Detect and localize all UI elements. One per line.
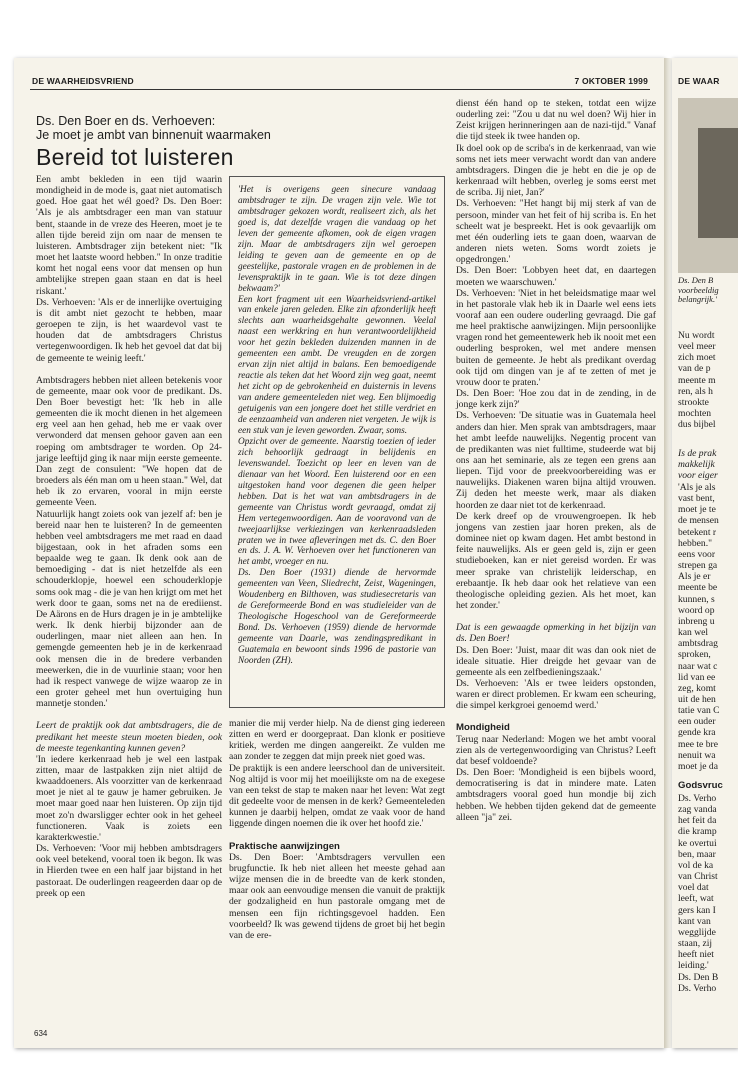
text-line: naar wat c xyxy=(678,660,718,672)
text-line: sproken, xyxy=(678,649,711,661)
text-line: de mensen xyxy=(678,515,719,527)
paragraph: De praktijk is een andere leerschool dan de universiteit. Nog altijd is voor mij het moeilijkste om na de exegese van een tekst de stap te maken naar het leven: Wat zegt dit gedeelte voor de mensen in de kerk? Gemeenteleden kunnen je daarbij helpen, omdat ze vaak voor de hand liggende dingen noemen die ik over het hoofd zie.' xyxy=(229,762,445,830)
text-line: staan, zij xyxy=(678,938,713,950)
text-line: leeft, wat xyxy=(678,893,714,905)
paragraph: manier die mij verder hielp. Na de dienst ging iedereen zitten en werd er doorgepraat. Dan klonk er positieve kritiek, werden me dingen aangereikt. Ze vulden me aan zonder te zeggen dat mijn preek niet goed was. xyxy=(229,718,445,763)
text-line: strepen ga xyxy=(678,560,718,572)
text-line: zag vanda xyxy=(678,804,717,816)
text-line: die kramp xyxy=(678,826,717,838)
newspaper-page xyxy=(14,58,664,1048)
text-line: hebben." xyxy=(678,537,713,549)
text-line: gende kra xyxy=(678,727,716,739)
text-line: tatie van C xyxy=(678,705,720,717)
paragraph: dienst één hand op te steken, totdat een wijze ouderling zei: "Zou u dat nu wel doen? Wij hier in Zeist krijgen herinneringen aan de nazi-tijd." Vanaf die tijd steek ik twee handen op. xyxy=(456,98,656,143)
text-line: dus bijbel xyxy=(678,419,716,431)
text-line: voel dat xyxy=(678,882,709,894)
page-number: 634 xyxy=(34,1029,48,1038)
text-line: woord op xyxy=(678,604,715,616)
paragraph: Ds. Den Boer: 'Ambtsdragers vervullen een brugfunctie. Ik heb niet alleen het meeste gehad aan wijze mensen die in de breedte van de kerk stonden, maar ook aan eenvoudige mensen die vanuit de praktijk der godzaligheid en hun pastorale omgang met de mensen een fijn richtingsgevoel hadden. Een voorbeeld? Ik was gewend tijdens de groet bij het begin van de ere- xyxy=(229,851,445,941)
next-page-text-d xyxy=(678,793,718,994)
text-line: Nu wordt xyxy=(678,330,715,341)
text-line: kan wel xyxy=(678,627,709,639)
paragraph: Ds. Den Boer: 'Hoe zou dat in de zending, in de jonge kerk zijn?' xyxy=(456,388,656,411)
text-line: moet je da xyxy=(678,760,718,772)
box-paragraph: Een kort fragment uit een Waarheidsvriend-artikel van enkele jaren geleden. Elke zin afzonderlijk heeft slechts aan waarheidsgehalte gewonnen. Veelal naast een werkkring en hun verantwoordelijkheid voor het gezin bekleden duizenden mannen in de gemeenten een ambt. De vreugden en de zorgen ervan zijn niet altijd in balans. Een bemoedigende reactie als teken dat het Woord zijn weg gaat, neemt het zicht op de gebrokenheid en duisternis in levens van andere gemeenteleden niet weg. Een blijmoedig getuigenis van een jongere doet het stille verdriet en de eenzaamheid van anderen niet vergeten. Je wijk is een stuk van je leven geworden. Zwaar, soms. xyxy=(238,294,436,436)
paragraph: Ds. Den Boer: 'Juist, maar dit was dan ook niet de ideale situatie. Hier dreigde het gevaar van de gemeente als een zelfbedieningszaak.' xyxy=(456,644,656,678)
text-line: strookte xyxy=(678,396,709,408)
text-line: 'Als je als xyxy=(678,482,716,493)
text-line: kant van xyxy=(678,915,711,927)
text-line: Ds. Den B xyxy=(678,275,714,285)
paragraph: Een ambt bekleden in een tijd waarin mondigheid in de mode is, gaat niet automatisch goed. Hoe gaat het wél goed? Ds. Den Boer: 'Als je als ambtsdrager een man van statuur bent, staande in de vreze des Heeren, moet je te allen tijde bereid zijn om naar de mensen te luisteren. Ambtsdrager zijn betekent niet: "Ik moet het laatste woord hebben." In onze traditie komt het nogal eens voor dat mensen op hun ambtelijke strepen gaan staan en dat is heel riskant.' xyxy=(36,174,222,297)
kicker-line-2: Je moet je ambt van binnenuit waarmaken xyxy=(36,128,271,142)
photo xyxy=(678,98,738,273)
next-page-edge xyxy=(672,58,738,1048)
text-line: vol de ka xyxy=(678,859,714,871)
text-line: zeg, komt xyxy=(678,682,716,694)
paragraph: Ds. Verhoeven: 'Niet in het beleidsmatige maar wel in het pastorale vlak heb ik in Daarle wel eens iets vooraf aan een oudere ouderling gevraagd. Die gaf me heel praktische aanwijzingen. Mijn persoonlijke vragen rond het gemeentewerk heb ik nooit met een ouderling besproken, wel met andere mensen buiten de gemeente. Je hebt als predikant overdag ook tijd om dingen van je af te zetten of met je vrouw door te praten.' xyxy=(456,287,656,388)
interview-question: Leert de praktijk ook dat ambtsdragers, die de predikant het meeste steun moeten bieden, ook de meeste tegenkanting kunnen geven? xyxy=(36,720,222,754)
paragraph: Ds. Den Boer: 'Mondigheid is een bijbels woord, democratisering is dat in mindere mate. Laten ambtsdragers vooral goed hun mondje bij zich hebben. We hebben tijden gekend dat de gemeente alleen "ja" zei. xyxy=(456,767,656,823)
page-gutter xyxy=(664,58,672,1048)
text-line: lid van ee xyxy=(678,671,716,683)
header-rule xyxy=(30,89,650,90)
box-paragraph: 'Het is overigens geen sinecure vandaag ambtsdrager te zijn. De vragen zijn vele. Wie tot ambtsdrager gekozen wordt, realiseert zich, als het goed is, dat dezelfde vragen die vandaag op het leven der gemeente afkomen, ook de eigen vragen zijn. Maar de ambtsdragers zijn wel geroepen leiding te geven aan de gemeente en op de geestelijke, pastorale vragen en de problemen in de levenspraktijk in te gaan. Wie is tot deze dingen bekwaam?' xyxy=(238,185,436,294)
text-line: Ds. Verho xyxy=(678,793,717,804)
text-line: meente be xyxy=(678,582,718,594)
text-line: ke overtui xyxy=(678,837,717,849)
paragraph: Ds. Verhoeven: 'Voor mij hebben ambtsdragers ook veel betekend, vooral toen ik begon. Ik was in Hierden twee en een half jaar bijstand in het pastoraat. De ouderlingen reageerden daar op de preek op een xyxy=(36,843,222,899)
text-line: belangrijk.' xyxy=(678,294,717,305)
text-line: Ds. Den B xyxy=(678,971,719,983)
text-line: het feit da xyxy=(678,815,717,827)
interview-question: Dat is een gewaagde opmerking in het bijzijn van ds. Den Boer! xyxy=(456,622,656,645)
text-line: uit de hen xyxy=(678,693,716,705)
subheading: Praktische aanwijzingen xyxy=(229,840,340,852)
text-line: Als je er xyxy=(678,571,711,583)
kicker-line-1: Ds. Den Boer en ds. Verhoeven: xyxy=(36,114,216,128)
text-line: meente m xyxy=(678,374,716,386)
next-page-subheading: Godsvruc xyxy=(678,780,723,791)
text-line: vast bent, xyxy=(678,493,715,505)
text-line: Is de prak xyxy=(678,448,717,459)
issue-date: 7 OKTOBER 1999 xyxy=(574,76,648,86)
text-line: voor eiger xyxy=(678,470,718,482)
paragraph: Ds. Verhoeven: 'Als er twee leiders opstonden, waren er direct problemen. Er kwam een scheuring, die simpel kerkgroei genoemd werd.' xyxy=(456,677,656,712)
photo-caption xyxy=(678,276,719,305)
paragraph: Terug naar Nederland: Mogen we het ambt vooral zien als de vertegenwoordiging van Christus? Leeft dat besef voldoende? xyxy=(456,733,656,767)
text-line: een ouder xyxy=(678,716,716,728)
text-line: mochten xyxy=(678,408,712,420)
paragraph: Ds. Den Boer: 'Lobbyen heet dat, en daartegen moeten we waarschuwen.' xyxy=(456,265,656,288)
article-title: Bereid tot luisteren xyxy=(36,144,234,170)
article-column-3 xyxy=(456,98,656,823)
text-line: eens voor xyxy=(678,548,716,560)
text-line: nenuit wa xyxy=(678,749,716,761)
text-line: heeft niet xyxy=(678,949,714,961)
text-line: wegglijde xyxy=(678,926,716,938)
box-paragraph: Opzicht over de gemeente. Naarstig toezien of ieder zich behoorlijk gedraagt in belijdenis en levenswandel. Toezicht op leer en leven van de dienaar van het Woord. Een luisterend oor en een uitgestoken hand voor degenen die geen helper hebben. Dat is het wat van ambtsdragers in de gemeente van Christus wordt gevraagd, omdat zij Hem vertegenwoordigen. Aan de vooravond van de tweejaarlijkse verkiezingen van kerkenraadsleden praten we in twee afleveringen met ds. C. den Boer en ds. J. A. W. Verhoeven over het functioneren van het ambt, vroeger en nu. xyxy=(238,436,436,568)
text-line: betekent r xyxy=(678,526,717,538)
paragraph: Ds. Verhoeven: "Het hangt bij mij sterk af van de persoon, minder van het feit of hij scriba is. En het scheelt wat je bespreekt. Het is ook gevaarlijk om met één ouderling iets te gaan doen, waarvan de anderen niets weten. Soms wordt zoiets je opgedrongen.' xyxy=(456,198,656,266)
paragraph: Ds. Verhoeven: 'De situatie was in Guatemala heel anders dan hier. Men sprak van ambtsdragers, maar het ambt leefde nauwelijks. Negentig procent van de predikanten was niet fulltime, studeerde wat bij ons aan het seminarie, als ze tegen een grens aan liepen. Tijd voor de preekvoorbereiding was er nauwelijks. Diakenen waren bijna altijd vrouwen. Zij deden het meeste werk, maar als diaken hoorden ze daar niet tot de kerkenraad. xyxy=(456,410,656,511)
paragraph: Ik doel ook op de scriba's in de kerkenraad, van wie soms net iets meer verwacht wordt dan van andere ambtsdragers. Dingen die je hebt en die je op de kerkenraad wilt hebben, overleg je soms eerst met de scriba. Jij niet, Jan?' xyxy=(456,142,656,199)
subheading: Mondigheid xyxy=(456,722,510,734)
text-line: zich moet xyxy=(678,352,716,364)
box-paragraph: Ds. Den Boer (1931) diende de hervormde gemeenten van Veen, Sliedrecht, Zeist, Wageningen, Woudenberg en Bilthoven, was studiesecretaris van de Gereformeerde Bond en was studieleider van de Theologische Hogeschool van de Gereformeerde Bond. Ds. Verhoeven (1959) diende de hervormde gemeente van Daarle, was zendingspredikant in Guatemala en bewoont sinds 1996 de pastorie van Noorden (ZH). xyxy=(238,568,436,666)
article-column-1 xyxy=(36,174,222,899)
next-page-question xyxy=(678,448,718,481)
intro-box xyxy=(229,176,445,708)
text-line: gers kan I xyxy=(678,904,716,916)
paragraph: De kerk dreef op de vrouwengroepen. Ik heb jongens van zestien jaar horen preken, als de dominee niet op kwam dagen. Het ambt bestond in feite nauwelijks. Als er geen geld is, zijn er geen studieboeken, kan er niet gereisd worden. Er was meer sprake van christelijk leiderschap, en erebaantje. Ik heb daar ook het relatieve van een theologische opleiding gezien. Als het moet, kan het zonder.' xyxy=(456,510,656,612)
next-page-text-a xyxy=(678,330,716,430)
text-line: voorbeeldig xyxy=(678,284,719,295)
text-line: ren, als h xyxy=(678,385,713,397)
text-line: Ds. Verho xyxy=(678,982,717,994)
section-header: DE WAARHEIDSVRIEND xyxy=(32,76,134,86)
text-line: makkelijk xyxy=(678,459,715,471)
next-page-text-c xyxy=(678,482,720,772)
paragraph: 'In iedere kerkenraad heb je wel een lastpak zitten, maar de lastpakken zijn niet altijd de kwaaddoeners. Als voorzitter van de kerkenraad moet je niet al te gauw je hamer gebruiken. Je moet maar goed naar hen luisteren. Op zijn tijd moet zo'n dwarsligger echter ook in het geheel functioneren. Vaak is zoiets een karakterkwestie.' xyxy=(36,753,222,843)
text-line: kunnen, s xyxy=(678,593,715,605)
text-line: ambtsdrag xyxy=(678,638,718,650)
paragraph: Ambtsdragers hebben niet alleen betekenis voor de gemeente, maar ook voor de predikant. Ds. Den Boer bevestigt het: 'Ik heb in alle gemeenten die ik mocht dienen in het algemeen erg veel aan hen gehad, heb me er vaak over verwonderd dat mensen gehoor gaven aan een roeping om ambtsdrager te worden. Op 24-jarige leeftijd ging ik naar mijn eerste gemeente. Dan zegt de consulent: "We hopen dat de broeders als één man om u heen staan." Wel, dat heb ik zo ervaren, vooral in mijn eerste gemeente Veen. xyxy=(36,374,222,509)
article-kicker xyxy=(36,114,466,142)
text-line: van de p xyxy=(678,363,711,375)
text-line: van Christ xyxy=(678,871,718,883)
text-line: mee te bre xyxy=(678,738,718,750)
paragraph: Natuurlijk hangt zoiets ook van jezelf af: ben je bereid naar hen te luisteren? In de gemeenten hebben veel ambtsdragers me met raad en daad bijgestaan, ook in het afraden soms een bepaalde weg te gaan. Ik denk ook aan de bemoediging - dat is niet hetzelfde als een schouderklopje, hoewel een schouderklopje soms ook mag - die je van hen krijgt om met het werk door te gaan, soms net na de erediienst. De Aärons en de Hurs dragen je in je ambtelijke werk. Ik denk hierbij bijzonder aan de ouderlingen, maar niet alleen aan hen. In gemengde gemeenten heb je in de kerkenraad ook mensen die in de bredere verbanden meewerken, die in de vuurlinie staan; voor hen had ik respect vanwege de wijze waarop ze in een groter geheel met hun overtuiging hun mannetje stonden.' xyxy=(36,508,222,710)
text-line: leiding.' xyxy=(678,960,709,972)
text-line: inbreng u xyxy=(678,615,715,627)
paragraph: Ds. Verhoeven: 'Als er de innerlijke overtuiging is dit ambt niet gezocht te hebben, maar geroepen te zijn, is het waardevol vast te houden dat de ambtsdragers Christus vertegenwoordigen. Ik heb het gevoel dat dat bij de gemeente te weinig leeft.' xyxy=(36,296,222,364)
next-page-header: DE WAAR xyxy=(678,76,720,86)
text-line: moet je te xyxy=(678,504,716,516)
article-column-2 xyxy=(229,718,445,941)
text-line: ben, maar xyxy=(678,848,716,860)
text-line: veel meer xyxy=(678,341,716,353)
